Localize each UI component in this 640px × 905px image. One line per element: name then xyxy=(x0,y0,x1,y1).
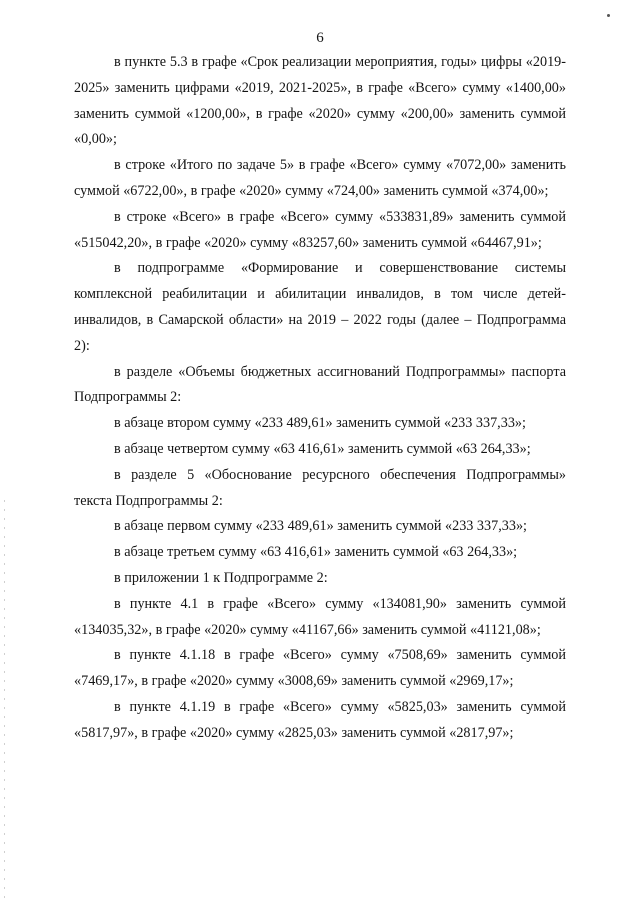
paragraph: в абзаце втором сумму «233 489,61» заменить суммой «233 337,33»; xyxy=(114,415,526,432)
document-body xyxy=(74,50,566,747)
paragraph: в приложении 1 к Подпрограмме 2: xyxy=(114,569,328,586)
scan-edge-artifact xyxy=(4,500,5,900)
paragraph: в пункте 4.1 в графе «Всего» сумму «134081,90» заменить суммой «134035,32», в графе «2020» сумму «41167,66» заменить суммой «41121,08»; xyxy=(74,595,566,638)
paragraph: в строке «Итого по задаче 5» в графе «Всего» сумму «7072,00» заменить суммой «6722,00», в графе «2020» сумму «724,00» заменить суммой «374,00»; xyxy=(74,157,566,199)
paragraph: в абзаце четвертом сумму «63 416,61» заменить суммой «63 264,33»; xyxy=(114,440,531,457)
paragraph: в абзаце первом сумму «233 489,61» заменить суммой «233 337,33»; xyxy=(114,518,527,535)
paragraph: в разделе 5 «Обоснование ресурсного обеспечения Подпрограммы» текста Подпрограммы 2: xyxy=(74,466,566,509)
paragraph: в строке «Всего» в графе «Всего» сумму «533831,89» заменить суммой «515042,20», в графе «2020» сумму «83257,60» заменить суммой «64467,91»; xyxy=(74,208,566,251)
paragraph: в подпрограмме «Формирование и совершенствование системы комплексной реабилитации и абилитации инвалидов, в том числе детей-инвалидов, в Самарской области» на 2019 – 2022 годы (далее – Подпрограмма 2): xyxy=(74,260,566,354)
paragraph: в пункте 5.3 в графе «Срок реализации мероприятия, годы» цифры «2019-2025» заменить цифрами «2019, 2021-2025», в графе «Всего» сумму «1400,00» заменить суммой «1200,00», в графе «2020» сумму «200,00» заменить суммой «0,00»; xyxy=(74,54,566,148)
paragraph: в разделе «Объемы бюджетных ассигнований Подпрограммы» паспорта Подпрограммы 2: xyxy=(74,363,566,406)
paragraph: в абзаце третьем сумму «63 416,61» заменить суммой «63 264,33»; xyxy=(114,544,518,561)
scan-dot xyxy=(607,14,610,17)
paragraph: в пункте 4.1.19 в графе «Всего» сумму «5825,03» заменить суммой «5817,97», в графе «2020» сумму «2825,03» заменить суммой «2817,97»; xyxy=(74,698,566,741)
page-number: 6 xyxy=(316,30,324,46)
paragraph: в пункте 4.1.18 в графе «Всего» сумму «7508,69» заменить суммой «7469,17», в графе «2020» сумму «3008,69» заменить суммой «2969,17»; xyxy=(74,647,566,690)
